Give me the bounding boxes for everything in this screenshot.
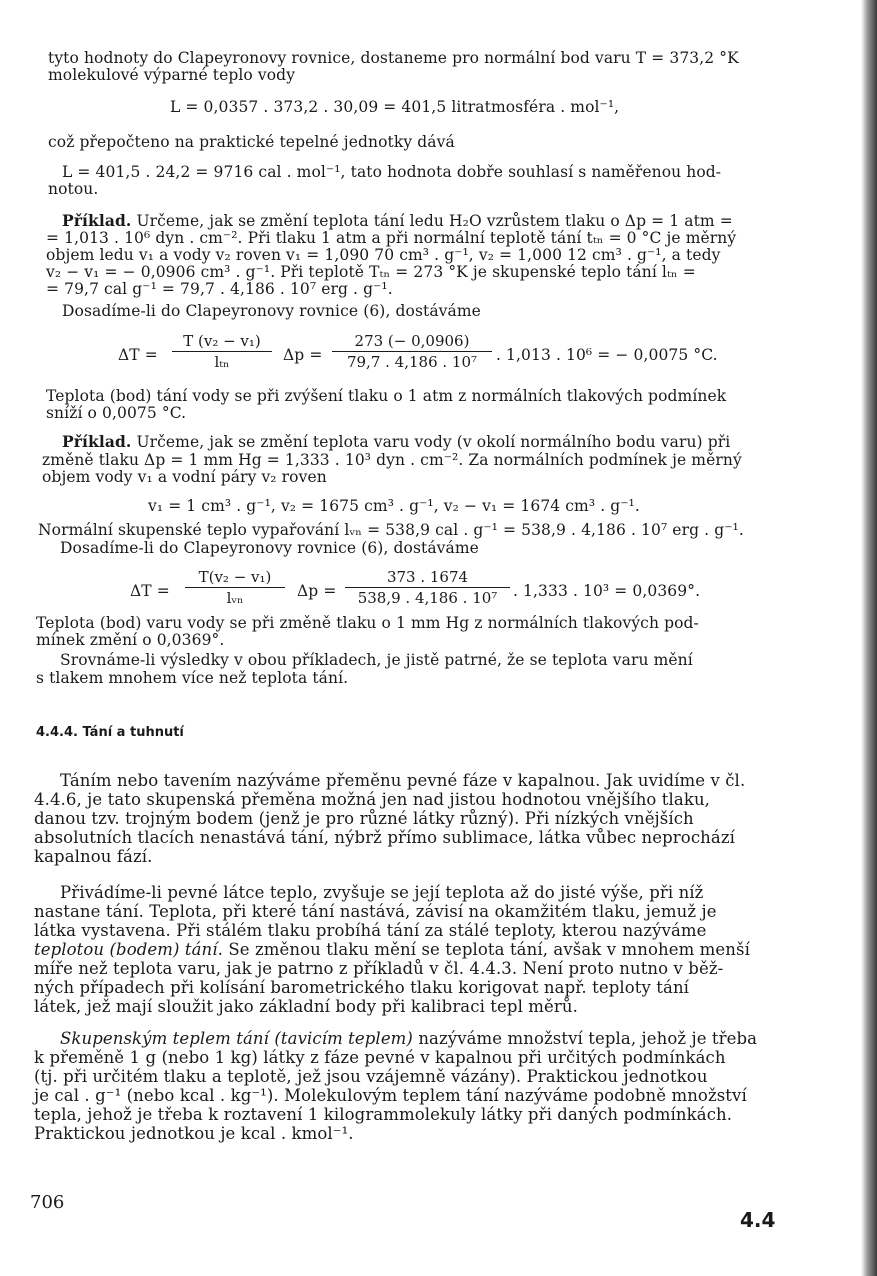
conclusion-line: Teplota (bod) varu vody se při změně tlaku o 1 mm Hg z normálních tlakových pod- [36,614,699,632]
example-2-line: Příklad. Určeme, jak se změní teplota varu vody (v okolí normálního bodu varu) při [62,432,731,451]
paragraph-line: látek, jež mají sloužit jako základní body při kalibraci tepl měrů. [34,997,578,1016]
text-line: což přepočteno na praktické tepelné jednotky dává [48,133,455,151]
example-1-line: Dosadíme-li do Clapeyronovy rovnice (6), dostáváme [62,302,481,320]
section-marker: 4.4 [740,1208,776,1232]
section-heading: 4.4.4. Tání a tuhnutí [36,725,184,740]
example-2-line: objem vody v₁ a vodní páry v₂ roven [42,468,327,486]
fraction [332,333,492,370]
paragraph-line: míře než teplota varu, jak je patrno z příkladů v čl. 4.4.3. Není proto nutno v běž- [34,959,724,978]
conclusion-line: mínek změní o 0,0369°. [36,631,225,649]
fraction-numerator: T (v₂ − v₁) [172,333,272,352]
emphasis-term: Skupenským teplem tání (tavicím teplem) [60,1029,413,1048]
page-number: 706 [30,1192,65,1213]
paragraph-line: 4.4.6, je tato skupenská přeměna možná jen nad jistou hodnotou vnějšího tlaku, [34,790,711,809]
example-2-line: Normální skupenské teplo vypařování lᵥₙ = 538,9 cal . g⁻¹ = 538,9 . 4,186 . 10⁷ erg . g⁻¹. [38,521,744,539]
example-1-line: = 79,7 cal g⁻¹ = 79,7 . 4,186 . 10⁷ erg . g⁻¹. [46,280,393,298]
example-1-line: objem ledu v₁ a vody v₂ roven v₁ = 1,090 70 cm³ . g⁻¹, v₂ = 1,000 12 cm³ . g⁻¹, a tedy [46,246,721,264]
equation-lhs: ΔT = [130,582,170,600]
example-label: Příklad. [62,432,132,451]
paragraph-line: k přeměně 1 g (nebo 1 kg) látky z fáze pevné v kapalnou při určitých podmínkách [34,1048,726,1067]
fraction [345,569,510,606]
equation-mid: Δp = [283,346,323,364]
fraction-denominator: lₜₙ [214,353,230,371]
example-label: Příklad. [62,211,132,230]
conclusion-line: sníží o 0,0075 °C. [46,404,187,422]
fraction-numerator: 373 . 1674 [345,569,510,588]
conclusion-line: Srovnáme-li výsledky v obou příkladech, je jistě patrné, že se teplota varu mění [60,651,693,669]
paragraph-line: Skupenským teplem tání (tavicím teplem) nazýváme množství tepla, jehož je třeba [60,1029,758,1048]
fraction [185,569,285,606]
fraction-denominator: 538,9 . 4,186 . 10⁷ [357,589,498,607]
equation-mid: Δp = [297,582,337,600]
example-1-line: v₂ − v₁ = − 0,0906 cm³ . g⁻¹. Při teplotě Tₜₙ = 273 °K je skupenské teplo tání lₜₙ = [46,263,696,281]
fraction-denominator: 79,7 . 4,186 . 10⁷ [346,353,478,371]
paragraph-line: tepla, jehož je třeba k roztavení 1 kilogrammolekuly látky při daných podmínkách. [34,1105,733,1124]
example-2-line: Dosadíme-li do Clapeyronovy rovnice (6), dostáváme [60,539,479,557]
equation-rhs: . 1,333 . 10³ = 0,0369°. [513,582,701,600]
text-line: L = 401,5 . 24,2 = 9716 cal . mol⁻¹, tato hodnota dobře souhlasí s naměřenou hod- [62,163,722,181]
fraction-numerator: 273 (− 0,0906) [332,333,492,352]
text-line: molekulové výparné teplo vody [48,66,296,84]
example-1-line: = 1,013 . 10⁶ dyn . cm⁻². Při tlaku 1 atm a při normální teplotě tání tₜₙ = 0 °C je měrný [46,229,737,247]
paragraph-line: nastane tání. Teplota, při které tání nastává, závisí na okamžitém tlaku, jemuž je [34,902,717,921]
paragraph-line: (tj. při určitém tlaku a teplotě, jež jsou vzájemně vázány). Praktickou jednotkou [34,1067,708,1086]
fraction-numerator: T(v₂ − v₁) [185,569,285,588]
paragraph-line: je cal . g⁻¹ (nebo kcal . kg⁻¹). Molekulovým teplem tání nazýváme podobně množství [34,1086,747,1105]
example-1-line: Příklad. Určeme, jak se změní teplota tání ledu H₂O vzrůstem tlaku o Δp = 1 atm = [62,211,733,230]
paragraph-line: ných případech při kolísání barometrického tlaku korigovat např. teploty tání [34,978,690,997]
paragraph-line: Praktickou jednotkou je kcal . kmol⁻¹. [34,1124,354,1143]
conclusion-line: s tlakem mnohem více než teplota tání. [36,669,349,687]
paragraph-line: Táním nebo tavením nazýváme přeměnu pevné fáze v kapalnou. Jak uvidíme v čl. [60,771,746,790]
paragraph-line: absolutních tlacích nenastává tání, nýbrž přímo sublimace, látka vůbec neprochází [34,828,735,847]
text-line: notou. [48,180,99,198]
fraction-denominator: lᵥₙ [226,589,244,607]
paragraph-line: danou tzv. trojným bodem (jenž je pro různé látky různý). Při nízkých vnějších [34,809,694,828]
equation-volumes: v₁ = 1 cm³ . g⁻¹, v₂ = 1675 cm³ . g⁻¹, v₂ − v₁ = 1674 cm³ . g⁻¹. [148,497,640,515]
example-2-line: změně tlaku Δp = 1 mm Hg = 1,333 . 10³ dyn . cm⁻². Za normálních podmínek je měrný [42,451,742,469]
text-line: tyto hodnoty do Clapeyronovy rovnice, dostaneme pro normální bod varu T = 373,2 °K [48,49,739,67]
page-edge-shadow [861,0,877,1276]
paragraph-line: látka vystavena. Při stálém tlaku probíhá tání za stálé teploty, kterou nazýváme [34,921,707,940]
paragraph-line: kapalnou fází. [34,847,153,866]
fraction [172,333,272,370]
paragraph-line: teplotou (bodem) tání. Se změnou tlaku mění se teplota tání, avšak v mnohem menší [34,940,750,959]
emphasis-term: teplotou (bodem) tání [34,940,218,959]
paragraph-line: Přivádíme-li pevné látce teplo, zvyšuje se její teplota až do jisté výše, při níž [60,883,704,902]
equation-latent-heat: L = 0,0357 . 373,2 . 30,09 = 401,5 litratmosféra . mol⁻¹, [170,98,620,116]
equation-rhs: . 1,013 . 10⁶ = − 0,0075 °C. [496,346,718,364]
conclusion-line: Teplota (bod) tání vody se při zvýšení tlaku o 1 atm z normálních tlakových podmínek [46,387,727,405]
equation-lhs: ΔT = [118,346,158,364]
